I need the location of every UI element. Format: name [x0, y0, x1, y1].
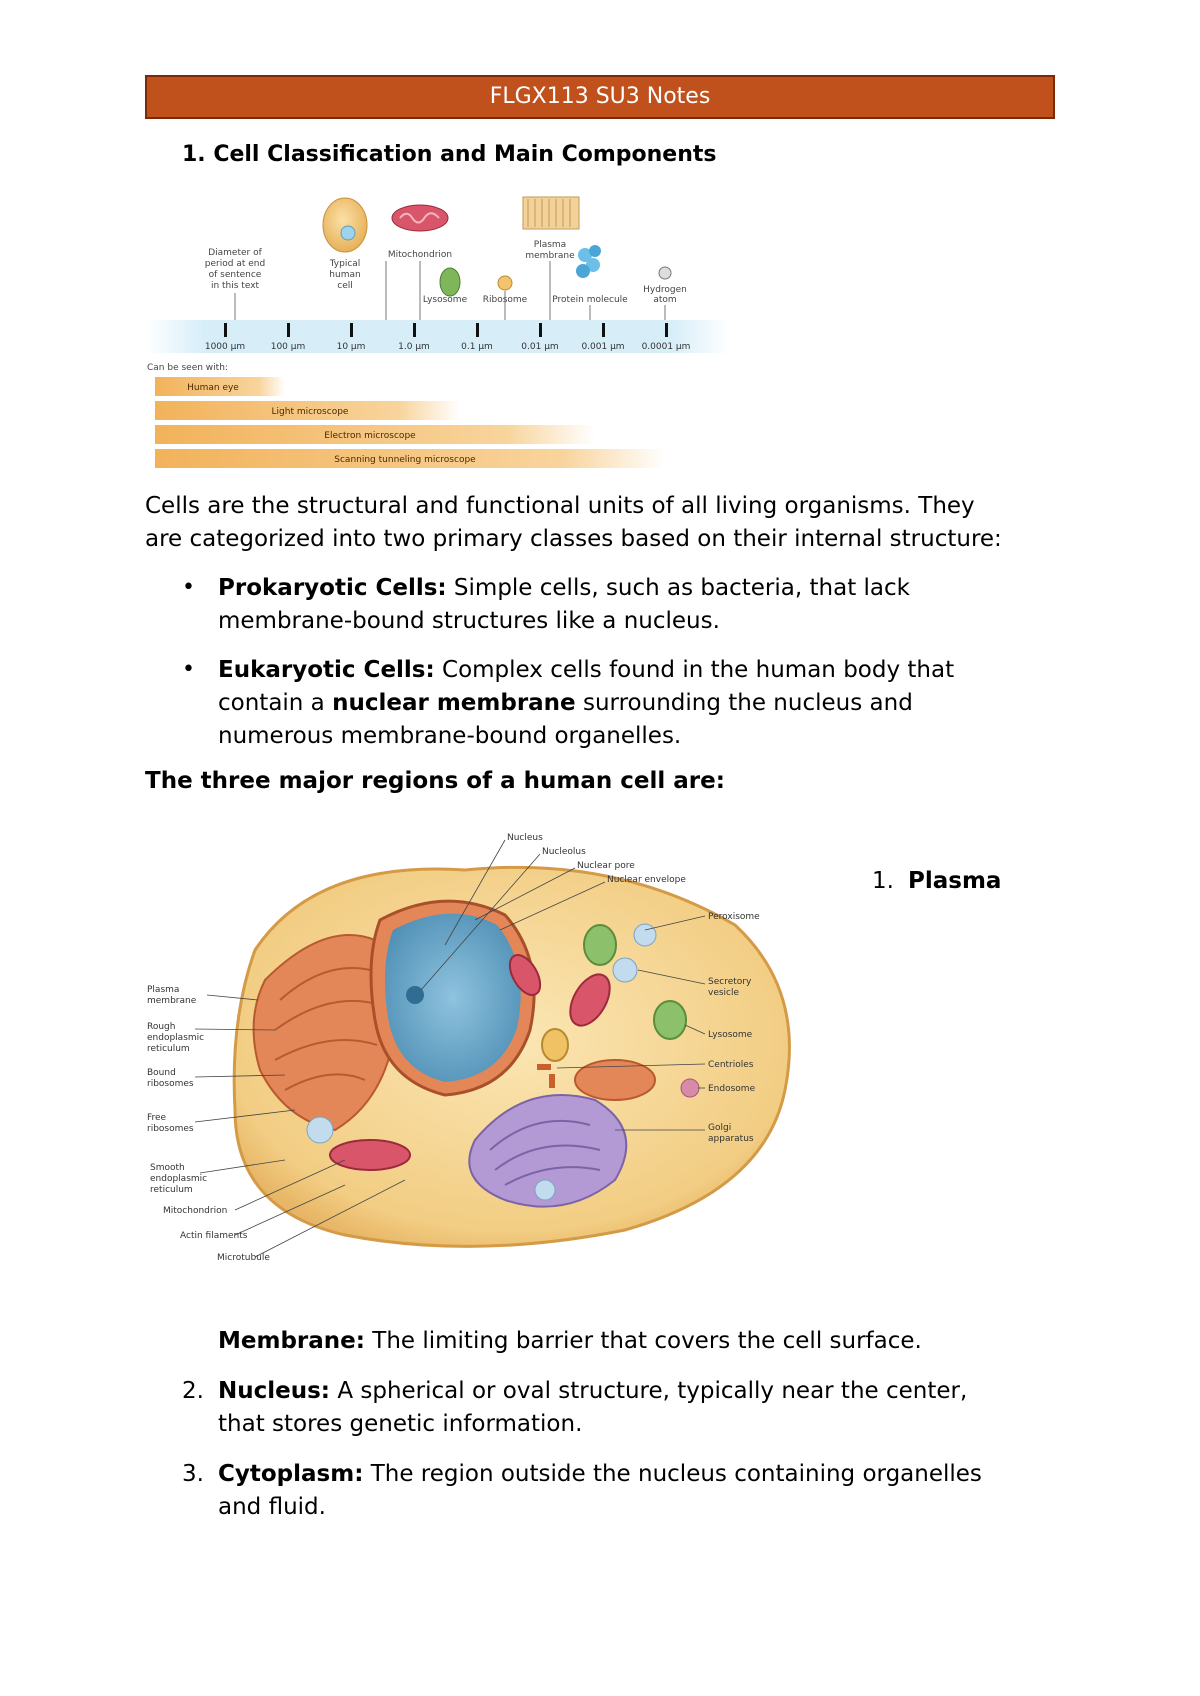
- prokaryotic-term: Prokaryotic Cells:: [218, 575, 447, 601]
- cell-size-scale-figure: [145, 195, 730, 475]
- prokaryotic-text-1: Simple cells, such as bacteria, that lack: [446, 575, 910, 601]
- band-label-4: Scanning tunneling microscope: [334, 455, 476, 465]
- tick-label-5: 0.1 µm: [461, 342, 493, 352]
- label-bound: Bound: [147, 1068, 176, 1078]
- label-membrane: membrane: [147, 996, 197, 1006]
- label-rough-er-2: reticulum: [147, 1044, 190, 1054]
- label-mitochondrion: Mitochondrion: [163, 1206, 228, 1216]
- ribosome-label: Ribosome: [482, 295, 528, 305]
- intro-paragraph: [145, 490, 1065, 556]
- intro-line-2: are categorized into two primary classes based on their internal structure:: [145, 526, 1002, 552]
- band-label-3: Electron microscope: [324, 431, 416, 441]
- mitochondrion-label: Mitochondrion: [387, 250, 453, 260]
- prokaryotic-text-2: membrane-bound structures like a nucleus.: [218, 608, 720, 634]
- label-plasma: Plasma: [147, 985, 180, 995]
- label-golgi: Golgi: [708, 1123, 732, 1133]
- hydrogen-atom-icon: [659, 267, 671, 279]
- band-label-2: Light microscope: [271, 407, 349, 417]
- label-apparatus: apparatus: [708, 1134, 754, 1144]
- membrane-text: The limiting barrier that covers the cell surface.: [364, 1328, 922, 1354]
- bullet-prokaryotic: [218, 572, 1058, 638]
- plasma-membrane-label-1: Plasma: [533, 240, 567, 250]
- bullet-eukaryotic: [218, 654, 1058, 753]
- regions-heading: The three major regions of a human cell are:: [145, 768, 725, 794]
- lysosome-label: Lysosome: [422, 295, 468, 305]
- list-item-1-body: [218, 1325, 1058, 1358]
- diameter-label-4: in this text: [210, 281, 260, 291]
- tick-label-6: 0.01 µm: [521, 342, 559, 352]
- intro-line-1: Cells are the structural and functional units of all living organisms. They: [145, 493, 975, 519]
- secretory-vesicle: [613, 958, 637, 982]
- label-endosome: Endosome: [708, 1084, 756, 1094]
- eukaryotic-term: Eukaryotic Cells:: [218, 657, 435, 683]
- label-free-ribosomes: ribosomes: [147, 1124, 194, 1134]
- label-microtubule: Microtubule: [217, 1253, 270, 1263]
- tick-label-4: 1.0 µm: [398, 342, 430, 352]
- label-actin-filaments: Actin filaments: [180, 1231, 248, 1241]
- plasma-membrane-label-2: membrane: [525, 251, 575, 261]
- label-nucleus: Nucleus: [507, 833, 543, 843]
- nucleus: [385, 914, 521, 1082]
- diameter-label-3: of sentence: [208, 270, 262, 280]
- cytoplasm-text-2: and fluid.: [218, 1494, 326, 1520]
- label-rough-er-1: endoplasmic: [147, 1033, 205, 1043]
- hydrogen-label-1: Hydrogen: [643, 285, 687, 295]
- section-title: 1. Cell Classification and Main Components: [182, 142, 717, 167]
- human-cell-icon: [323, 198, 367, 252]
- cytoplasm-text-1: The region outside the nucleus containing organelles: [363, 1461, 982, 1487]
- diameter-label-2: period at end: [204, 259, 266, 269]
- label-bound-ribosomes: ribosomes: [147, 1079, 194, 1089]
- band-label-1: Human eye: [187, 383, 239, 393]
- plasma-membrane-icon: [523, 197, 579, 229]
- human-cell-label-2: human: [329, 270, 361, 280]
- label-secretory: Secretory: [708, 977, 752, 987]
- list-item-1-head: Plasma: [908, 868, 1002, 894]
- bullet-dot: •: [182, 657, 195, 682]
- nucleus-text-1: A spherical or oval structure, typically near the center,: [330, 1378, 968, 1404]
- hydrogen-label-2: atom: [653, 295, 677, 305]
- cytoplasm-term: Cytoplasm:: [218, 1461, 364, 1487]
- lysosome-icon: [440, 268, 460, 296]
- nucleolus: [406, 986, 424, 1004]
- human-cell-label-1: Typical: [329, 259, 361, 269]
- label-lysosome: Lysosome: [708, 1030, 753, 1040]
- tick-label-3: 10 µm: [336, 342, 366, 352]
- label-smooth: Smooth: [150, 1163, 185, 1173]
- label-smooth-er-2: reticulum: [150, 1185, 193, 1195]
- label-nuclear-envelope: Nuclear envelope: [607, 875, 686, 885]
- protein-molecule-icon: [576, 245, 601, 278]
- tick-label-1: 1000 µm: [204, 342, 246, 352]
- label-nucleolus: Nucleolus: [542, 847, 586, 857]
- bullet-dot: •: [182, 575, 195, 600]
- nucleus-term: Nucleus:: [218, 1378, 331, 1404]
- label-peroxisome: Peroxisome: [708, 912, 760, 922]
- nucleus-text-2: that stores genetic information.: [218, 1411, 583, 1437]
- list-number-3: 3.: [182, 1461, 204, 1487]
- ribosome-icon: [498, 276, 512, 290]
- label-smooth-er-1: endoplasmic: [150, 1174, 208, 1184]
- label-centrioles: Centrioles: [708, 1060, 754, 1070]
- list-item-2: [218, 1375, 1058, 1441]
- human-cell-label-3: cell: [337, 281, 353, 291]
- nuclear-membrane-term: nuclear membrane: [332, 690, 576, 716]
- tick-label-7: 0.001 µm: [581, 342, 625, 352]
- diameter-label-1: Diameter of: [208, 248, 262, 258]
- tick-label-2: 100 µm: [270, 342, 306, 352]
- eukaryotic-text-2b: surrounding the nucleus and: [575, 690, 913, 716]
- protein-label: Protein molecule: [552, 295, 628, 305]
- list-number-1: 1.: [872, 868, 894, 894]
- label-rough: Rough: [147, 1022, 176, 1032]
- label-nuclear-pore: Nuclear pore: [577, 861, 635, 871]
- human-cell-diagram: [145, 830, 825, 1270]
- lysosome: [584, 925, 616, 965]
- label-vesicle: vesicle: [708, 988, 740, 998]
- label-free: Free: [147, 1113, 167, 1123]
- document-header: FLGX113 SU3 Notes: [145, 75, 1055, 119]
- tick-label-8: 0.0001 µm: [641, 342, 691, 352]
- list-item-3: [218, 1458, 1058, 1524]
- eukaryotic-text-1: Complex cells found in the human body that: [434, 657, 955, 683]
- eukaryotic-text-3: numerous membrane-bound organelles.: [218, 723, 682, 749]
- membrane-term: Membrane:: [218, 1328, 365, 1354]
- seen-with-label: Can be seen with:: [147, 363, 228, 373]
- mitochondrion: [330, 1140, 410, 1170]
- eukaryotic-text-2a: contain a: [218, 690, 333, 716]
- list-number-2: 2.: [182, 1378, 204, 1404]
